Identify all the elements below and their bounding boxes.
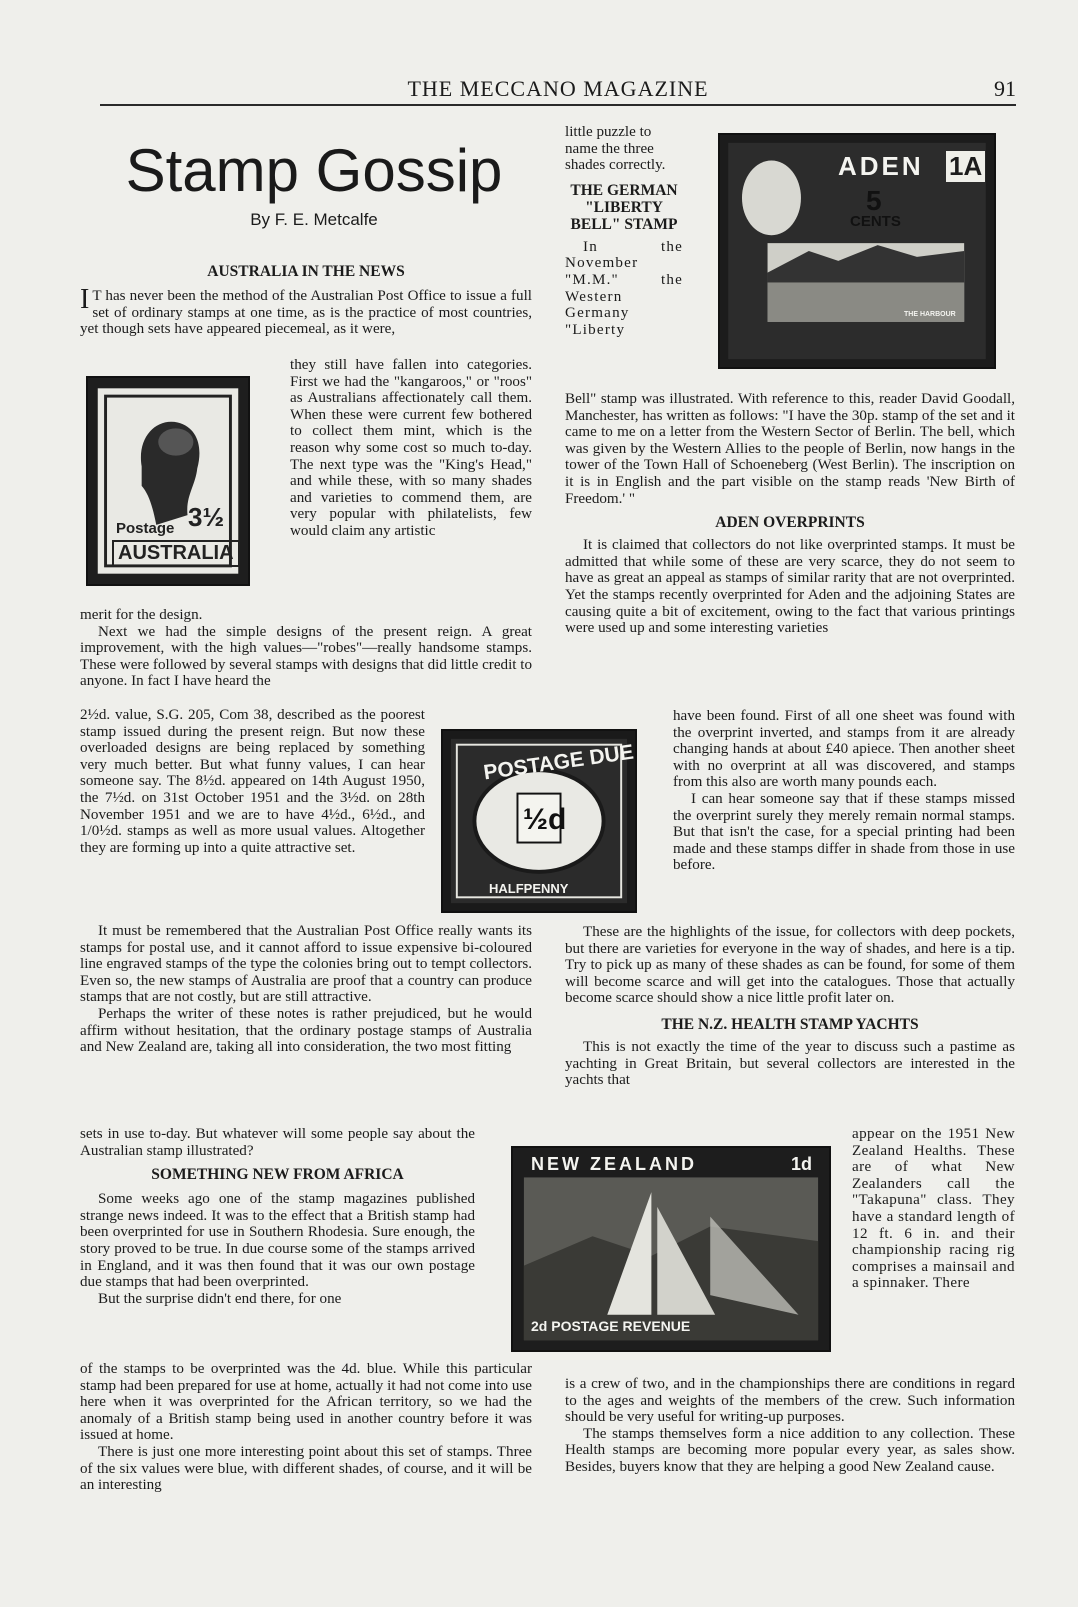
australia-stamp-image bbox=[86, 376, 250, 586]
paragraph: It must be remembered that the Australian Post Office really wants its stamps for postal use, and it cannot afford to issue expensive bi-coloured line engraved stamps of the type the colonies bring out to tempt collectors. Even so, the new stamps of Australia are proof that a country can produce stamps that are not costly, but are still attractive. bbox=[80, 923, 532, 1006]
australia-postage: Postage bbox=[116, 520, 175, 537]
drop-cap: I bbox=[80, 284, 90, 315]
magazine-title: THE MECCANO MAGAZINE bbox=[407, 76, 709, 101]
paragraph: This is not exactly the time of the year to discuss such a pastime as yachting in Great Britain, but several collectors are interested in the yachts that bbox=[565, 1038, 1015, 1089]
nz-health-stamp-image bbox=[511, 1146, 831, 1352]
paragraph: These are the highlights of the issue, for collectors with deep pockets, but there are varieties for everyone in the way of shades, and here is a tip. Try to pick up as many of these shades as can be found, for some of them will become scarce and will get into the catalogues. Those that actually become scarce should show a nice little profit later on. bbox=[565, 924, 1015, 1007]
aden-stamp-image bbox=[718, 133, 996, 369]
postage-due-bottom: HALFPENNY bbox=[489, 881, 569, 896]
postage-due-top: POSTAGE DUE bbox=[482, 740, 636, 785]
paragraph: Some weeks ago one of the stamp magazines published strange news indeed. It was to the effect that a British stamp had been overprinted for use in Southern Rhodesia. Sure enough, the story proved to be true. In due course some of the stamps arrived in England, and it was then found that it was our own postage due stamps that had been overprinted. bbox=[80, 1191, 475, 1291]
aden-overprint-number: 5 bbox=[866, 185, 882, 216]
paragraph: There is just one more interesting point about this set of stamps. Three of the six values were blue, with different shades, of course, and it will be an interesting bbox=[80, 1443, 532, 1494]
paragraph: But the surprise didn't end there, for one bbox=[98, 1290, 342, 1307]
paragraph-wrap: they still have fallen into categories. First we had the "kangaroos," or "roos" as Australians affectionately call them. When these were current few bothered to collect them mint, which is the reason why some cost so much to-day. The next type was the "King's Head," and while these, with so many shades and varieties to commend them, are very popular with philatelists, few would claim any artistic bbox=[290, 357, 532, 539]
aden-value: 1A bbox=[946, 151, 985, 182]
page-header bbox=[100, 76, 1016, 106]
paragraph: Next we had the simple designs of the present reign. A great improvement, with the high values—"robes"—really handsome stamps. These were followed by several stamps with designs that did little credit to anyone. In fact I have heard the bbox=[80, 623, 532, 690]
paragraph: little puzzle to name the three shades correctly. bbox=[565, 124, 666, 174]
aden-scene-caption: THE HARBOUR bbox=[904, 311, 956, 318]
paragraph: It is claimed that collectors do not like overprinted stamps. It must be admitted that while some of these are very scarce, they do not seem to have as great an appeal as stamps of similar rarity that are not overprinted. Yet the stamps recently overprinted for Aden and the adjoining States are causing quite a bit of excitement, owing to the fact that various printings were used up and some interesting varieties bbox=[565, 537, 1015, 637]
paragraph-wrap: appear on the 1951 New Zealand Healths. These are of what New Zealanders call the "Takapuna" class. They have a standard length of 12 ft. 6 in. and their championship racing rig comprises a mainsail and a spinnaker. There bbox=[852, 1126, 1015, 1292]
paragraph-wrap: I can hear someone say that if these stamps missed the overprint surely they merely remain normal stamps. But that isn't the case, for a special printing had been made and these stamps differ in shade from those in use before. bbox=[673, 790, 1015, 874]
nz-value: 1d bbox=[791, 1154, 813, 1174]
page-number: 91 bbox=[994, 76, 1016, 101]
paragraph-wrap: sets in use to-day. But whatever will some people say about the Australian stamp illustrated? bbox=[80, 1126, 475, 1159]
paragraph: In the November "M.M." the Western Germany "Liberty bbox=[565, 238, 683, 338]
nz-bottom-label: 2d POSTAGE REVENUE bbox=[531, 1318, 691, 1334]
paragraph: of the stamps to be overprinted was the 4d. blue. While this particular stamp had been prepared for use at home, actually it had not come into use here when it was overprinted for the African territory, so we had the anomaly of a British stamp being used in another country before it was issued at home. bbox=[80, 1361, 532, 1444]
postage-due-value: ½d bbox=[523, 803, 567, 836]
australia-value: 3½ bbox=[188, 502, 225, 532]
paragraph: merit for the design. bbox=[80, 607, 203, 623]
aden-overprint-cents: CENTS bbox=[850, 213, 901, 230]
paragraph: Perhaps the writer of these notes is rather prejudiced, but he would affirm without hesitation, that the ordinary postage stamps of Australia and New Zealand are, taking all into consideration, the two most fitting bbox=[80, 1005, 532, 1056]
paragraph: Bell" stamp was illustrated. With reference to this, reader David Goodall, Manchester, has written as follows: "I have the 30p. stamp of the set and it came to me on a letter from the Western Sector of Berlin. The bell, which was given by the Western Allies to the people of Berlin, now hangs in the tower of the Town Hall of Schoeneberg (West Berlin). The inscription on it is in English and the part visible on the stamp reads 'New Birth of Freedom.' " bbox=[565, 391, 1015, 507]
heading-nz: THE N.Z. HEALTH STAMP YACHTS bbox=[661, 1015, 919, 1033]
paragraph: The stamps themselves form a nice addition to any collection. These Health stamps are becoming more popular every year, as sales show. Besides, buyers know that they are helping a good New Zealand cause. bbox=[565, 1425, 1015, 1475]
paragraph-wrap: 2½d. value, S.G. 205, Com 38, described as the poorest stamp issued during the present reign. But now these overloaded designs are being replaced by something very much better. But what funny values, I can hear someone say. The 8½d. appeared on 14th August 1950, the 7½d. on 31st October 1951 and the 3½d. on 28th November 1951 and we are to have 4½d., 6½d., and 1/0½d. stamps as well as more usual values. Altogether they are forming up into a quite attractive set. bbox=[80, 707, 425, 856]
postage-due-stamp-image bbox=[441, 729, 637, 913]
article-byline: By F. E. Metcalfe bbox=[250, 210, 378, 229]
heading-australia: AUSTRALIA IN THE NEWS bbox=[207, 263, 405, 280]
aden-country: ADEN bbox=[838, 151, 924, 181]
article-title: Stamp Gossip bbox=[125, 137, 503, 204]
paragraph: is a crew of two, and in the championships there are conditions in regard to the ages and weights of the members of the crew. Such information should be very useful for writing-up purposes. bbox=[565, 1376, 1015, 1426]
heading-africa: SOMETHING NEW FROM AFRICA bbox=[151, 1166, 404, 1184]
australia-country: AUSTRALIA bbox=[112, 540, 240, 567]
heading-german: THE GERMAN "LIBERTY BELL" STAMP bbox=[570, 181, 678, 233]
paragraph: I T has never been the method of the Australian Post Office to issue a full set of ordinary stamps at one time, as is the practice of most countries, yet though sets have appeared piecemeal, as it were, bbox=[80, 284, 532, 338]
paragraph-wrap: have been found. First of all one sheet was found with the overprint inverted, and stamps from it are already changing hands at about £40 apiece. Then another sheet with no overprint at all was discovered, and stamps from this also are worth many pounds each. bbox=[673, 708, 1015, 791]
nz-country: NEW ZEALAND bbox=[531, 1154, 697, 1174]
heading-aden: ADEN OVERPRINTS bbox=[715, 514, 865, 532]
